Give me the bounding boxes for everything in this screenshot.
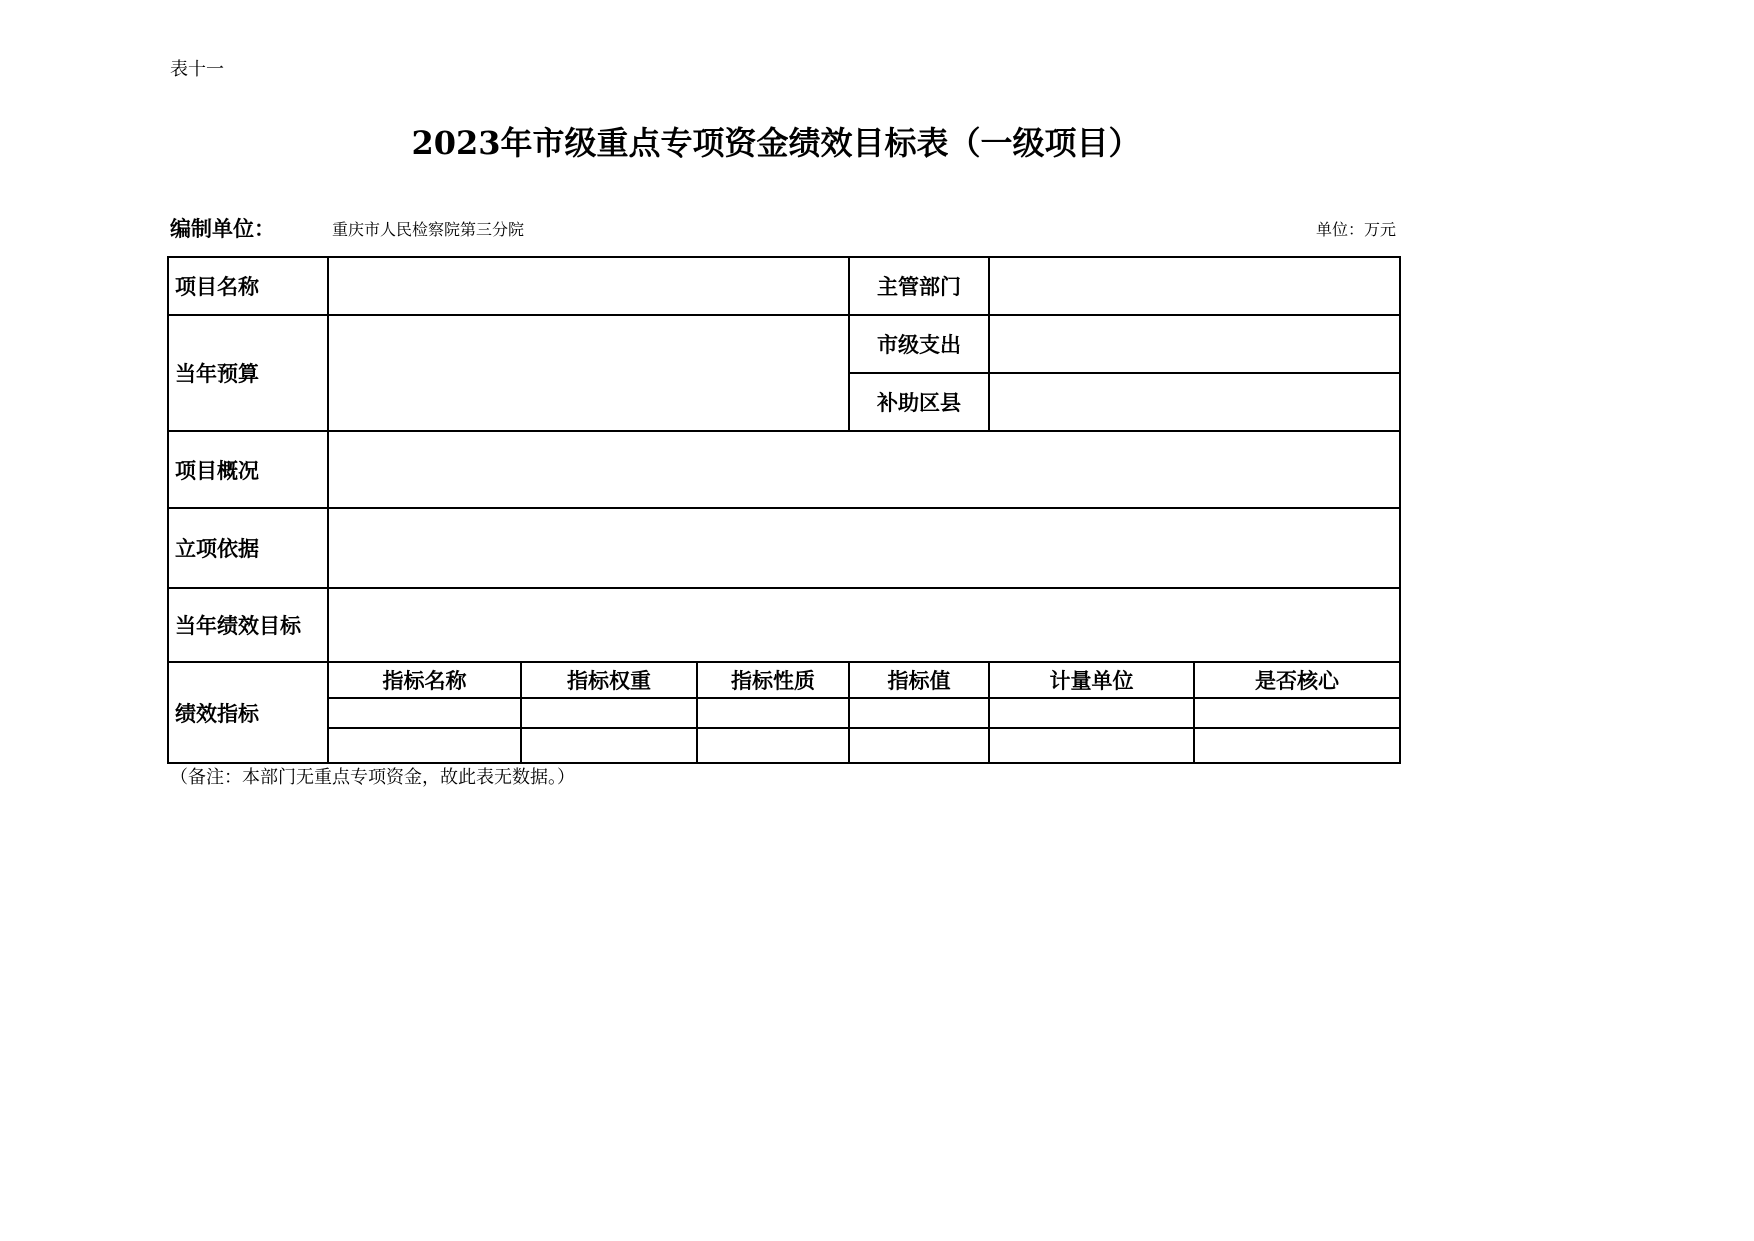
footnote: （备注：本部门无重点专项资金，故此表无数据。） <box>170 767 575 788</box>
indicator-cell[interactable] <box>328 728 521 763</box>
budget-label: 当年预算 <box>168 315 328 431</box>
indicator-header-name: 指标名称 <box>328 662 521 698</box>
table-row <box>168 315 1400 373</box>
subsidy-field[interactable] <box>989 373 1400 431</box>
indicator-cell[interactable] <box>697 728 849 763</box>
performance-goal-table <box>167 256 1401 764</box>
overview-label: 项目概况 <box>168 431 328 508</box>
indicator-cell[interactable] <box>328 698 521 728</box>
indicators-label: 绩效指标 <box>168 662 328 763</box>
table-row <box>168 431 1400 508</box>
indicator-cell[interactable] <box>1194 728 1400 763</box>
project-name-field[interactable] <box>328 257 849 315</box>
basis-label: 立项依据 <box>168 508 328 588</box>
table-row <box>168 698 1400 728</box>
money-unit-label: 单位：万元 <box>1315 220 1396 239</box>
goal-label: 当年绩效目标 <box>168 588 328 662</box>
project-name-label: 项目名称 <box>168 257 328 315</box>
page-title: 2023年市级重点专项资金绩效目标表（一级项目） <box>411 124 1141 162</box>
table-number: 表十一 <box>170 59 224 80</box>
indicator-cell[interactable] <box>989 698 1194 728</box>
table-row <box>168 588 1400 662</box>
indicator-header-value: 指标值 <box>849 662 989 698</box>
table-row <box>168 508 1400 588</box>
indicator-cell[interactable] <box>849 698 989 728</box>
indicator-header-nature: 指标性质 <box>697 662 849 698</box>
city-expense-field[interactable] <box>989 315 1400 373</box>
compiling-unit-label: 编制单位： <box>170 216 275 241</box>
dept-field[interactable] <box>989 257 1400 315</box>
goal-field[interactable] <box>328 588 1400 662</box>
table-row <box>168 728 1400 763</box>
indicator-cell[interactable] <box>1194 698 1400 728</box>
basis-field[interactable] <box>328 508 1400 588</box>
table-row <box>168 662 1400 698</box>
indicator-cell[interactable] <box>989 728 1194 763</box>
compiling-unit-value: 重庆市人民检察院第三分院 <box>332 220 525 239</box>
overview-field[interactable] <box>328 431 1400 508</box>
indicator-cell[interactable] <box>697 698 849 728</box>
city-expense-label: 市级支出 <box>849 315 989 373</box>
indicator-cell[interactable] <box>849 728 989 763</box>
meta-row <box>170 213 1398 241</box>
indicator-cell[interactable] <box>521 728 697 763</box>
indicator-header-weight: 指标权重 <box>521 662 697 698</box>
subsidy-label: 补助区县 <box>849 373 989 431</box>
budget-field[interactable] <box>328 315 849 431</box>
indicator-cell[interactable] <box>521 698 697 728</box>
table-row <box>168 257 1400 315</box>
indicator-header-core: 是否核心 <box>1194 662 1400 698</box>
dept-label: 主管部门 <box>849 257 989 315</box>
indicator-header-unit: 计量单位 <box>989 662 1194 698</box>
